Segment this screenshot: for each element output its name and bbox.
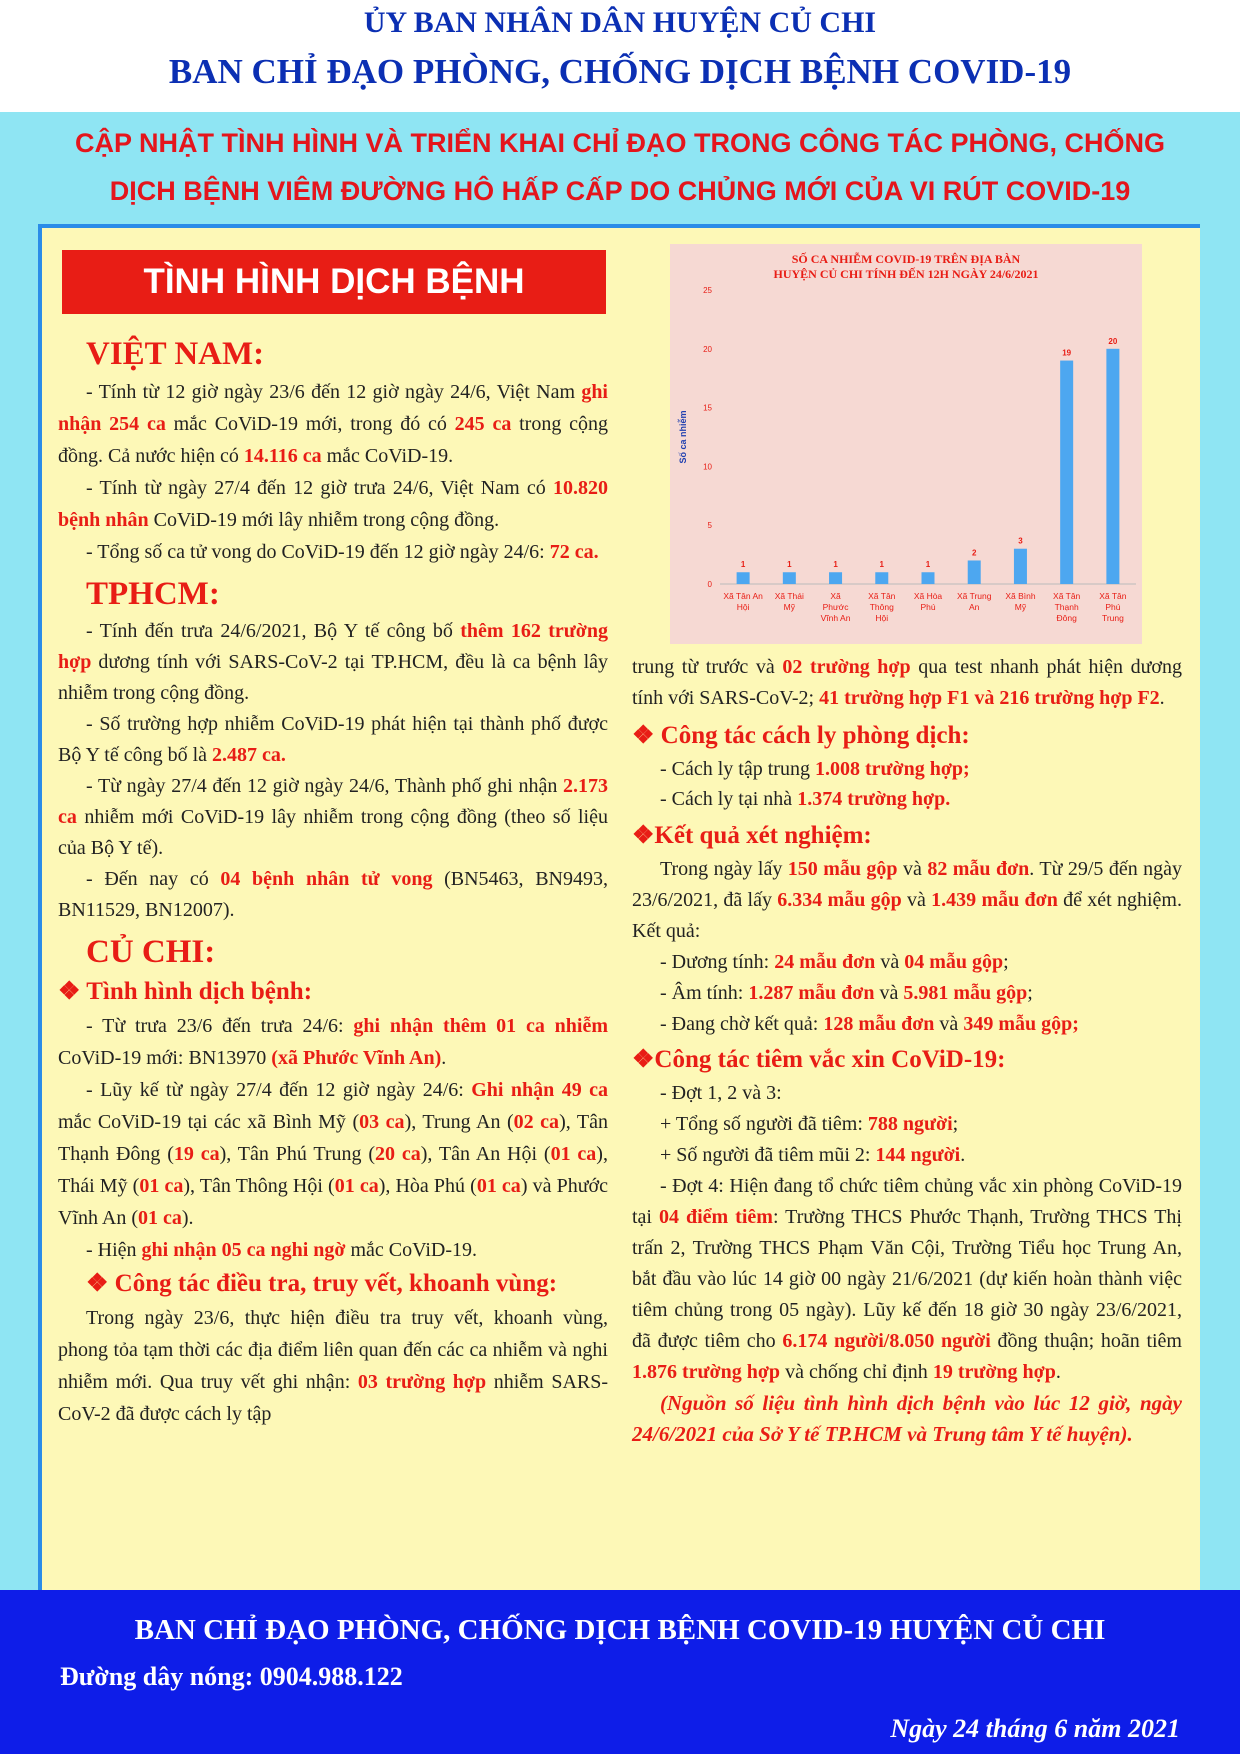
y-tick-label: 10 [703, 462, 712, 472]
hcm-heading: TPHCM: [86, 576, 220, 612]
highlight-text: 20 ca [375, 1143, 421, 1165]
highlight-text: 2.173 ca [58, 775, 608, 828]
bar [968, 560, 981, 584]
x-tick-label: An [969, 602, 980, 612]
testing-heading: ❖Kết quả xét nghiệm: [632, 822, 872, 849]
body-text: - Âm tính: [660, 982, 749, 1004]
body-text: và [901, 889, 932, 911]
main-title-line-2: DỊCH BỆNH VIÊM ĐƯỜNG HÔ HẤP CẤP DO CHỦNG MỚI CỦA VI RÚT COVID-19 [109, 176, 1131, 206]
body-text: - Cách ly tập trung [660, 758, 815, 780]
highlight-text: 1.374 trường hợp. [797, 788, 951, 810]
body-text: - Tính từ 12 giờ ngày 23/6 đến 12 giờ ngày 24/6, Việt Nam [86, 381, 582, 403]
body-text: - Từ ngày 27/4 đến 12 giờ ngày 24/6, Thành phố ghi nhận [86, 775, 563, 797]
isolation-line-2 [632, 784, 1182, 814]
x-tick-label: Xã Tân [868, 591, 896, 601]
highlight-text: ghi nhận thêm 01 ca nhiễm [353, 1015, 608, 1037]
body-text: và chống chỉ định [780, 1361, 933, 1383]
data-label: 2 [971, 548, 977, 558]
body-text: và [934, 1013, 964, 1035]
highlight-text: 245 ca [454, 413, 512, 435]
highlight-text: thêm 162 trường hợp [58, 620, 608, 673]
body-text: + Tổng số người đã tiêm: [660, 1113, 868, 1135]
header-line-1: ỦY BAN NHÂN DÂN HUYỆN CỦ CHI [363, 6, 877, 39]
body-text: . [441, 1047, 447, 1069]
body-text: - Đợt 4: Hiện đang tổ chức tiêm chủng vắc xin phòng CoViD-19 tại [632, 1175, 1182, 1228]
highlight-text: 41 trường hợp F1 và 216 trường hợp F2 [819, 687, 1160, 709]
x-tick-label: Mỹ [1014, 602, 1027, 612]
x-tick-label: Xã Tân [1053, 591, 1081, 601]
vaccine-line-3 [632, 1140, 1182, 1171]
y-tick-label: 15 [703, 403, 712, 413]
highlight-text: ghi nhận 254 ca [58, 381, 608, 435]
highlight-text: 01 ca [138, 1207, 182, 1229]
body-text: qua test nhanh phát hiện dương tính với SARS-CoV-2; [632, 656, 1182, 709]
highlight-text: 150 mẫu gộp [787, 858, 898, 880]
highlight-text: 19 trường hợp [932, 1361, 1056, 1383]
highlight-text: 1.876 trường hợp [632, 1361, 781, 1383]
highlight-text: 6.334 mẫu gộp [777, 889, 902, 911]
highlight-text: 349 mẫu gộp; [963, 1013, 1079, 1035]
y-tick-label: 20 [703, 344, 712, 354]
highlight-text: (xã Phước Vĩnh An) [271, 1047, 442, 1069]
highlight-text: 24 mẫu đơn [774, 951, 876, 973]
x-tick-label: Phú [920, 602, 936, 612]
body-text: ), Tân Thông Hội ( [183, 1175, 335, 1197]
body-text: . [960, 1144, 966, 1166]
body-text: - Cách ly tại nhà [660, 788, 798, 810]
source-note: (Nguồn số liệu tình hình dịch bệnh vào lúc 12 giờ, ngày 24/6/2021 của Sở Y tế TP.HCM và Trung tâm Y tế huyện). [632, 1391, 1182, 1446]
body-text: và [874, 982, 904, 1004]
highlight-text: 1.008 trường hợp; [814, 758, 970, 780]
body-text: ), Thái Mỹ ( [58, 1143, 608, 1197]
highlight-text: ghi nhận 05 ca nghi ngờ [141, 1239, 346, 1261]
main-title-line-1: CẬP NHẬT TÌNH HÌNH VÀ TRIỂN KHAI CHỈ ĐẠO TRONG CÔNG TÁC PHÒNG, CHỐNG [74, 128, 1165, 158]
hcm-paragraph-4 [58, 864, 608, 926]
body-text: . [1159, 687, 1165, 709]
body-text: (BN5463, BN9493, BN11529, BN12007). [58, 868, 609, 921]
body-text: và [875, 951, 905, 973]
x-tick-label: Xã Thái [774, 591, 804, 601]
body-text: - Số trường hợp nhiễm CoViD-19 phát hiện tại thành phố được Bộ Y tế công bố là [58, 713, 608, 766]
body-text: nhiễm SARS-CoV-2 đã được cách ly tập [58, 1371, 609, 1425]
highlight-text: 6.174 người/8.050 người [782, 1330, 991, 1352]
highlight-text: 144 người [875, 1144, 961, 1166]
x-tick-label: Xã Hòa [913, 591, 943, 601]
body-text: ), Tân Thạnh Đông ( [58, 1111, 608, 1165]
body-text: : Trường THCS Phước Thạnh, Trường THCS Thị trấn 2, Trường THCS Phạm Văn Cội, Trường Tiểu học Trung An, bắt đầu vào lúc 14 giờ 00 ngày 21/6/2021 (dự kiến hoàn thành việc tiêm chủng trong 05 ngày). Lũy kế đến 18 giờ 30 ngày 23/6/2021, đã được tiêm cho [632, 1206, 1182, 1352]
highlight-text: 128 mẫu đơn [823, 1013, 935, 1035]
cuchi-sub-situation: ❖ Tình hình dịch bệnh: [58, 978, 313, 1005]
body-text: dương tính với SARS-CoV-2 tại TP.HCM, đều là ca bệnh lây nhiễm trong cộng đồng. [58, 651, 608, 704]
x-tick-label: Xã Bình [1005, 591, 1036, 601]
highlight-text: 03 trường hợp [357, 1371, 487, 1393]
hcm-paragraph-2 [58, 709, 608, 771]
highlight-text: 02 trường hợp [782, 656, 911, 678]
bar [737, 572, 750, 584]
highlight-text: 19 ca [173, 1143, 220, 1165]
data-label: 20 [1108, 336, 1118, 346]
vaccine-paragraph [632, 1171, 1182, 1388]
body-text: ; [952, 1113, 959, 1135]
highlight-text: 01 ca [139, 1175, 184, 1197]
body-text: ), Trung An ( [404, 1111, 514, 1133]
cuchi-paragraph-3 [58, 1234, 608, 1266]
data-label: 1 [879, 560, 885, 570]
x-tick-label: Đông [1056, 613, 1077, 623]
body-text: - Từ trưa 23/6 đến trưa 24/6: [86, 1015, 354, 1037]
hcm-paragraph-3 [58, 771, 608, 864]
highlight-text: 5.981 mẫu gộp [903, 982, 1028, 1004]
body-text: - Tính đến trưa 24/6/2021, Bộ Y tế công bố [86, 620, 461, 642]
body-text: mắc CoViD-19. [345, 1239, 478, 1261]
body-text: để xét nghiệm. Kết quả: [632, 889, 1182, 942]
vaccine-line-2 [632, 1109, 1182, 1140]
highlight-text: 01 ca [550, 1143, 597, 1165]
highlight-text: 72 ca. [549, 541, 599, 563]
highlight-text: 10.820 bệnh nhân [58, 477, 608, 531]
data-label: 1 [787, 560, 792, 570]
highlight-text: 1.439 mẫu đơn [931, 889, 1058, 911]
chart-title-line: HUYỆN CỦ CHI TÍNH ĐẾN 12H NGÀY 24/6/2021 [773, 267, 1039, 281]
data-label: 19 [1062, 348, 1072, 358]
isolation-heading: ❖ Công tác cách ly phòng dịch: [632, 722, 970, 749]
highlight-text: 04 mẫu gộp [904, 951, 1004, 973]
testing-negative [632, 978, 1182, 1009]
testing-pending [632, 1009, 1182, 1040]
footer [0, 1590, 1240, 1754]
covid-chart [670, 244, 1142, 644]
y-tick-label: 0 [707, 580, 712, 589]
testing-paragraph [632, 854, 1182, 947]
chart-title-line: SỐ CA NHIỄM COVID-19 TRÊN ĐỊA BÀN [791, 252, 1021, 266]
footer-date: Ngày 24 tháng 6 năm 2021 [890, 1714, 1180, 1743]
testing-positive [632, 947, 1182, 978]
highlight-text: 1.287 mẫu đơn [748, 982, 875, 1004]
body-text: + Số người đã tiêm mũi 2: [660, 1144, 876, 1166]
data-label: 1 [925, 560, 931, 570]
right-column [632, 652, 1182, 1450]
footer-hotline: Đường dây nóng: 0904.988.122 [60, 1662, 403, 1691]
body-text: mắc CoViD-19 mới, trong đó có [165, 413, 455, 435]
body-text: . [1055, 1361, 1061, 1383]
right-paragraph-continued [632, 652, 1182, 714]
data-label: 1 [833, 560, 838, 570]
vn-paragraph-2 [58, 472, 608, 536]
bar [875, 572, 888, 584]
body-text: trung từ trước và [632, 656, 783, 678]
chart-svg [670, 244, 1142, 644]
header-line-2: BAN CHỈ ĐẠO PHÒNG, CHỐNG DỊCH BỆNH COVID-19 [168, 52, 1072, 91]
body-text: ), Tân An Hội ( [420, 1143, 551, 1165]
data-label: 1 [740, 560, 746, 570]
body-text: - Tính từ ngày 27/4 đến 12 giờ trưa 24/6, Việt Nam có [86, 477, 553, 499]
body-text: mắc CoViD-19. [321, 445, 454, 467]
body-text: - Đang chờ kết quả: [660, 1013, 824, 1035]
highlight-text: 04 điểm tiêm [658, 1206, 773, 1228]
body-text: CoViD-19 mới: BN13970 [58, 1047, 272, 1069]
highlight-text: 03 ca [359, 1111, 405, 1133]
body-text: - Lũy kế từ ngày 27/4 đến 12 giờ ngày 24/6: [86, 1079, 472, 1101]
x-tick-label: Xã Tân [1099, 591, 1127, 601]
x-tick-label: Trung [1101, 613, 1124, 623]
y-tick-label: 5 [707, 521, 712, 531]
highlight-text: 82 mẫu đơn [927, 858, 1030, 880]
vaccine-heading: ❖Công tác tiêm vắc xin CoViD-19: [632, 1046, 1006, 1073]
isolation-line-1 [632, 754, 1182, 784]
left-column [58, 332, 608, 1430]
cuchi-sub-tracing: ❖ Công tác điều tra, truy vết, khoanh vùng: [86, 1270, 558, 1297]
vietnam-heading: VIỆT NAM: [86, 336, 265, 372]
body-text: ), Hòa Phú ( [378, 1175, 477, 1197]
highlight-text: 788 người [867, 1113, 953, 1135]
body-text: Trong ngày lấy [660, 858, 788, 880]
x-tick-label: Hội [875, 613, 889, 623]
bar [922, 572, 935, 584]
body-text: - Tổng số ca tử vong do CoViD-19 đến 12 giờ ngày 24/6: [86, 541, 550, 563]
body-text: đồng thuận; hoãn tiêm [990, 1330, 1182, 1352]
body-text: ), Tân Phú Trung ( [219, 1143, 376, 1165]
x-tick-label: Xã Tân An [723, 591, 763, 601]
data-label: 3 [1018, 536, 1023, 546]
cuchi-paragraph-4 [58, 1302, 608, 1430]
highlight-text: 02 ca [513, 1111, 560, 1133]
body-text: Trong ngày 23/6, thực hiện điều tra truy vết, khoanh vùng, phong tỏa tạm thời các địa điểm liên quan đến các ca nhiễm và nghi nhiễm mới. Qua truy vết ghi nhận: [58, 1307, 608, 1393]
y-tick-label: 25 [703, 286, 712, 295]
body-text: ; [1003, 951, 1009, 973]
bar [1014, 549, 1027, 584]
bar [1060, 361, 1073, 584]
bar [783, 572, 796, 584]
cuchi-paragraph-2 [58, 1074, 608, 1234]
x-tick-label: Hội [736, 602, 750, 612]
header [0, 0, 1240, 112]
x-tick-label: Mỹ [783, 602, 796, 612]
cuchi-heading: CỦ CHI: [86, 934, 216, 970]
highlight-text: 01 ca [334, 1175, 379, 1197]
hcm-paragraph-1 [58, 616, 608, 709]
highlight-text: Ghi nhận 49 ca [471, 1079, 609, 1101]
bar [829, 572, 842, 584]
body-text: ) và Phước Vĩnh An ( [58, 1175, 608, 1229]
highlight-text: 2.487 ca. [212, 744, 286, 766]
body-text: CoViD-19 mới lây nhiễm trong cộng đồng. [148, 509, 500, 531]
body-text: ). [181, 1207, 194, 1229]
bar [1106, 349, 1119, 584]
body-text: nhiễm mới CoViD-19 lây nhiễm trong cộng đồng (theo số liệu của Bộ Y tế). [58, 806, 608, 859]
highlight-text: 01 ca [476, 1175, 521, 1197]
body-text: và [897, 858, 928, 880]
x-tick-label: Xã [830, 591, 841, 601]
footer-title: BAN CHỈ ĐẠO PHÒNG, CHỐNG DỊCH BỆNH COVID-19 HUYỆN CỦ CHI [134, 1614, 1106, 1646]
section-title-box: TÌNH HÌNH DỊCH BỆNH [62, 250, 606, 314]
x-tick-label: Vĩnh An [820, 613, 851, 623]
x-tick-label: Phước [822, 602, 849, 612]
x-tick-label: Thạnh [1054, 602, 1079, 612]
x-tick-label: Thông [869, 602, 894, 612]
vaccine-line-1: - Đợt 1, 2 và 3: [660, 1082, 782, 1104]
cuchi-paragraph-1 [58, 1010, 608, 1074]
body-text: - Dương tính: [660, 951, 775, 973]
body-text: ; [1027, 982, 1033, 1004]
x-tick-label: Phú [1105, 602, 1121, 612]
body-text: . Từ 29/5 đến ngày 23/6/2021, đã lấy [632, 858, 1183, 911]
highlight-text: 14.116 ca [243, 445, 322, 467]
x-tick-label: Xã Trung [956, 591, 992, 601]
y-axis-label: Số ca nhiễm [678, 410, 688, 464]
body-text: mắc CoViD-19 tại các xã Bình Mỹ ( [58, 1111, 360, 1133]
vn-paragraph-3 [58, 536, 608, 568]
vn-paragraph-1 [58, 376, 608, 472]
body-text: - Đến nay có [86, 868, 221, 890]
body-text: - Hiện [86, 1239, 142, 1261]
body-text: trong cộng đồng. Cả nước hiện có [58, 413, 609, 467]
highlight-text: 04 bệnh nhân tử vong [220, 868, 433, 890]
